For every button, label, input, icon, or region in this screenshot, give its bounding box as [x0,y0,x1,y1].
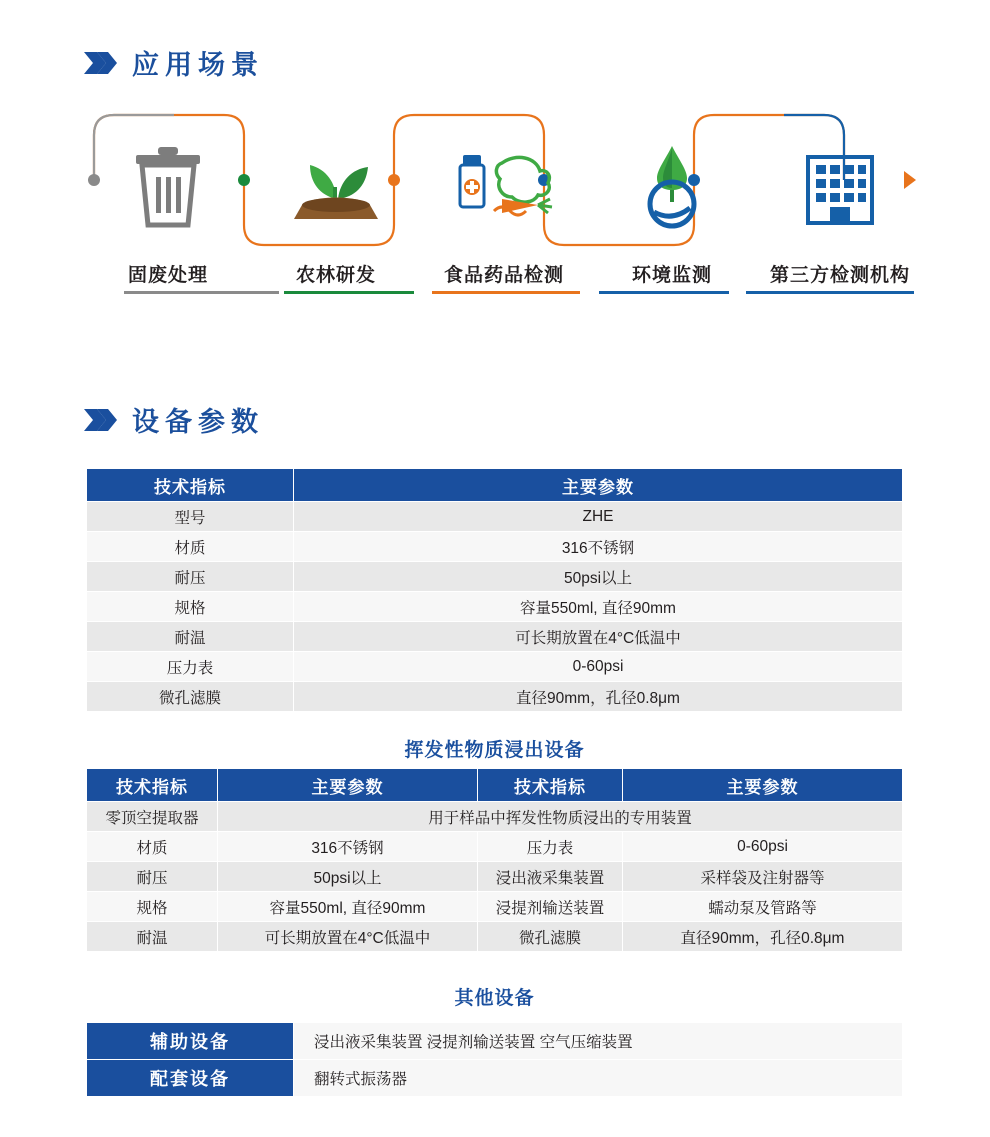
cell-indicator: 微孔滤膜 [87,682,294,712]
table-row [87,502,903,532]
cell-value: 316不锈钢 [218,832,478,862]
eco-water-drop-icon [629,142,715,235]
cell-value-2: 0-60psi [623,832,903,862]
table-header-row [87,469,903,502]
cell-indicator: 耐温 [87,922,218,952]
building-icon [798,143,882,234]
table-row [87,862,903,892]
cell-value: 50psi以上 [294,562,903,592]
parameters-section-heading [84,400,264,439]
main-parameters-table [86,468,903,712]
column-header-indicator-1: 技术指标 [87,769,218,802]
cell-value: 直径90mm，孔径0.8μm [294,682,903,712]
table-row [87,1023,903,1060]
table-row [87,682,903,712]
cell-indicator: 规格 [87,892,218,922]
scenario-icon-row [84,133,924,243]
scenario-underline-1 [284,291,414,294]
cell-value: 50psi以上 [218,862,478,892]
table-row [87,562,903,592]
table-row [87,1060,903,1097]
cell-indicator: 型号 [87,502,294,532]
scenario-label-text-2: 食品药品检测 [443,265,564,286]
table-row [87,832,903,862]
row-label-auxiliary: 辅助设备 [87,1023,294,1060]
table-header-row [87,769,903,802]
scenario-icon-2 [420,133,588,243]
scenario-icon-4 [756,133,924,243]
cell-indicator: 零顶空提取器 [87,802,218,832]
scenario-label-4 [756,260,924,295]
scenario-icon-1 [252,133,420,243]
other-equipment-table [86,1022,903,1097]
cell-indicator: 材质 [87,832,218,862]
column-header-value-1: 主要参数 [218,769,478,802]
cell-value-2: 直径90mm，孔径0.8μm [623,922,903,952]
scenario-label-3 [588,260,756,295]
cell-indicator: 压力表 [87,652,294,682]
scenario-label-1 [252,260,420,295]
scenario-icon-3 [588,133,756,243]
scenario-label-text-1: 农林研发 [295,265,376,286]
applications-heading-text: 应用场景 [132,50,264,80]
application-scenarios-band [84,105,924,300]
cell-value-2: 蠕动泵及管路等 [623,892,903,922]
scenario-underline-4 [746,291,914,294]
cell-value-2: 采样袋及注射器等 [623,862,903,892]
cell-indicator: 耐温 [87,622,294,652]
cell-value: ZHE [294,502,903,532]
double-chevron-icon [84,405,118,435]
cell-value: 可长期放置在4°C低温中 [218,922,478,952]
cell-indicator-2: 浸出液采集装置 [478,862,623,892]
table-row [87,922,903,952]
scenario-label-text-3: 环境监测 [631,265,712,286]
food-drug-test-icon [450,143,558,234]
row-value-supporting: 翻转式振荡器 [294,1060,903,1097]
scenario-underline-3 [599,291,729,294]
trash-bin-icon [130,143,206,234]
seedling-soil-icon [286,143,386,234]
column-header-value: 主要参数 [294,469,903,502]
scenario-label-0 [84,260,252,295]
cell-value: 可长期放置在4°C低温中 [294,622,903,652]
cell-indicator: 耐压 [87,862,218,892]
scenario-label-2 [420,260,588,295]
scenario-label-text-0: 固废处理 [127,265,208,286]
scenario-underline-0 [124,291,279,294]
cell-indicator: 材质 [87,532,294,562]
scenario-underline-2 [432,291,580,294]
cell-value: 316不锈钢 [294,532,903,562]
cell-value: 0-60psi [294,652,903,682]
cell-value: 容量550ml, 直径90mm [218,892,478,922]
column-header-indicator: 技术指标 [87,469,294,502]
cell-value-merged: 用于样品中挥发性物质浸出的专用装置 [218,802,903,832]
other-table-title: 其他设备 [454,988,535,1009]
table-row [87,652,903,682]
applications-section-heading [84,43,264,82]
parameters-heading-text: 设备参数 [132,407,264,437]
scenario-label-row [84,260,924,295]
cell-indicator-2: 浸提剂输送装置 [478,892,623,922]
table-row [87,622,903,652]
row-value-auxiliary: 浸出液采集装置 浸提剂输送装置 空气压缩装置 [294,1023,903,1060]
cell-indicator: 耐压 [87,562,294,592]
scenario-icon-0 [84,133,252,243]
cell-indicator-2: 微孔滤膜 [478,922,623,952]
cell-value: 容量550ml, 直径90mm [294,592,903,622]
table-row [87,802,903,832]
scenario-label-text-4: 第三方检测机构 [769,265,910,286]
table-row [87,532,903,562]
volatile-table-title: 挥发性物质浸出设备 [404,740,585,761]
double-chevron-icon [84,48,118,78]
volatile-parameters-table [86,768,903,952]
cell-indicator-2: 压力表 [478,832,623,862]
column-header-value-2: 主要参数 [623,769,903,802]
table-row [87,892,903,922]
column-header-indicator-2: 技术指标 [478,769,623,802]
cell-indicator: 规格 [87,592,294,622]
row-label-supporting: 配套设备 [87,1060,294,1097]
table-row [87,592,903,622]
